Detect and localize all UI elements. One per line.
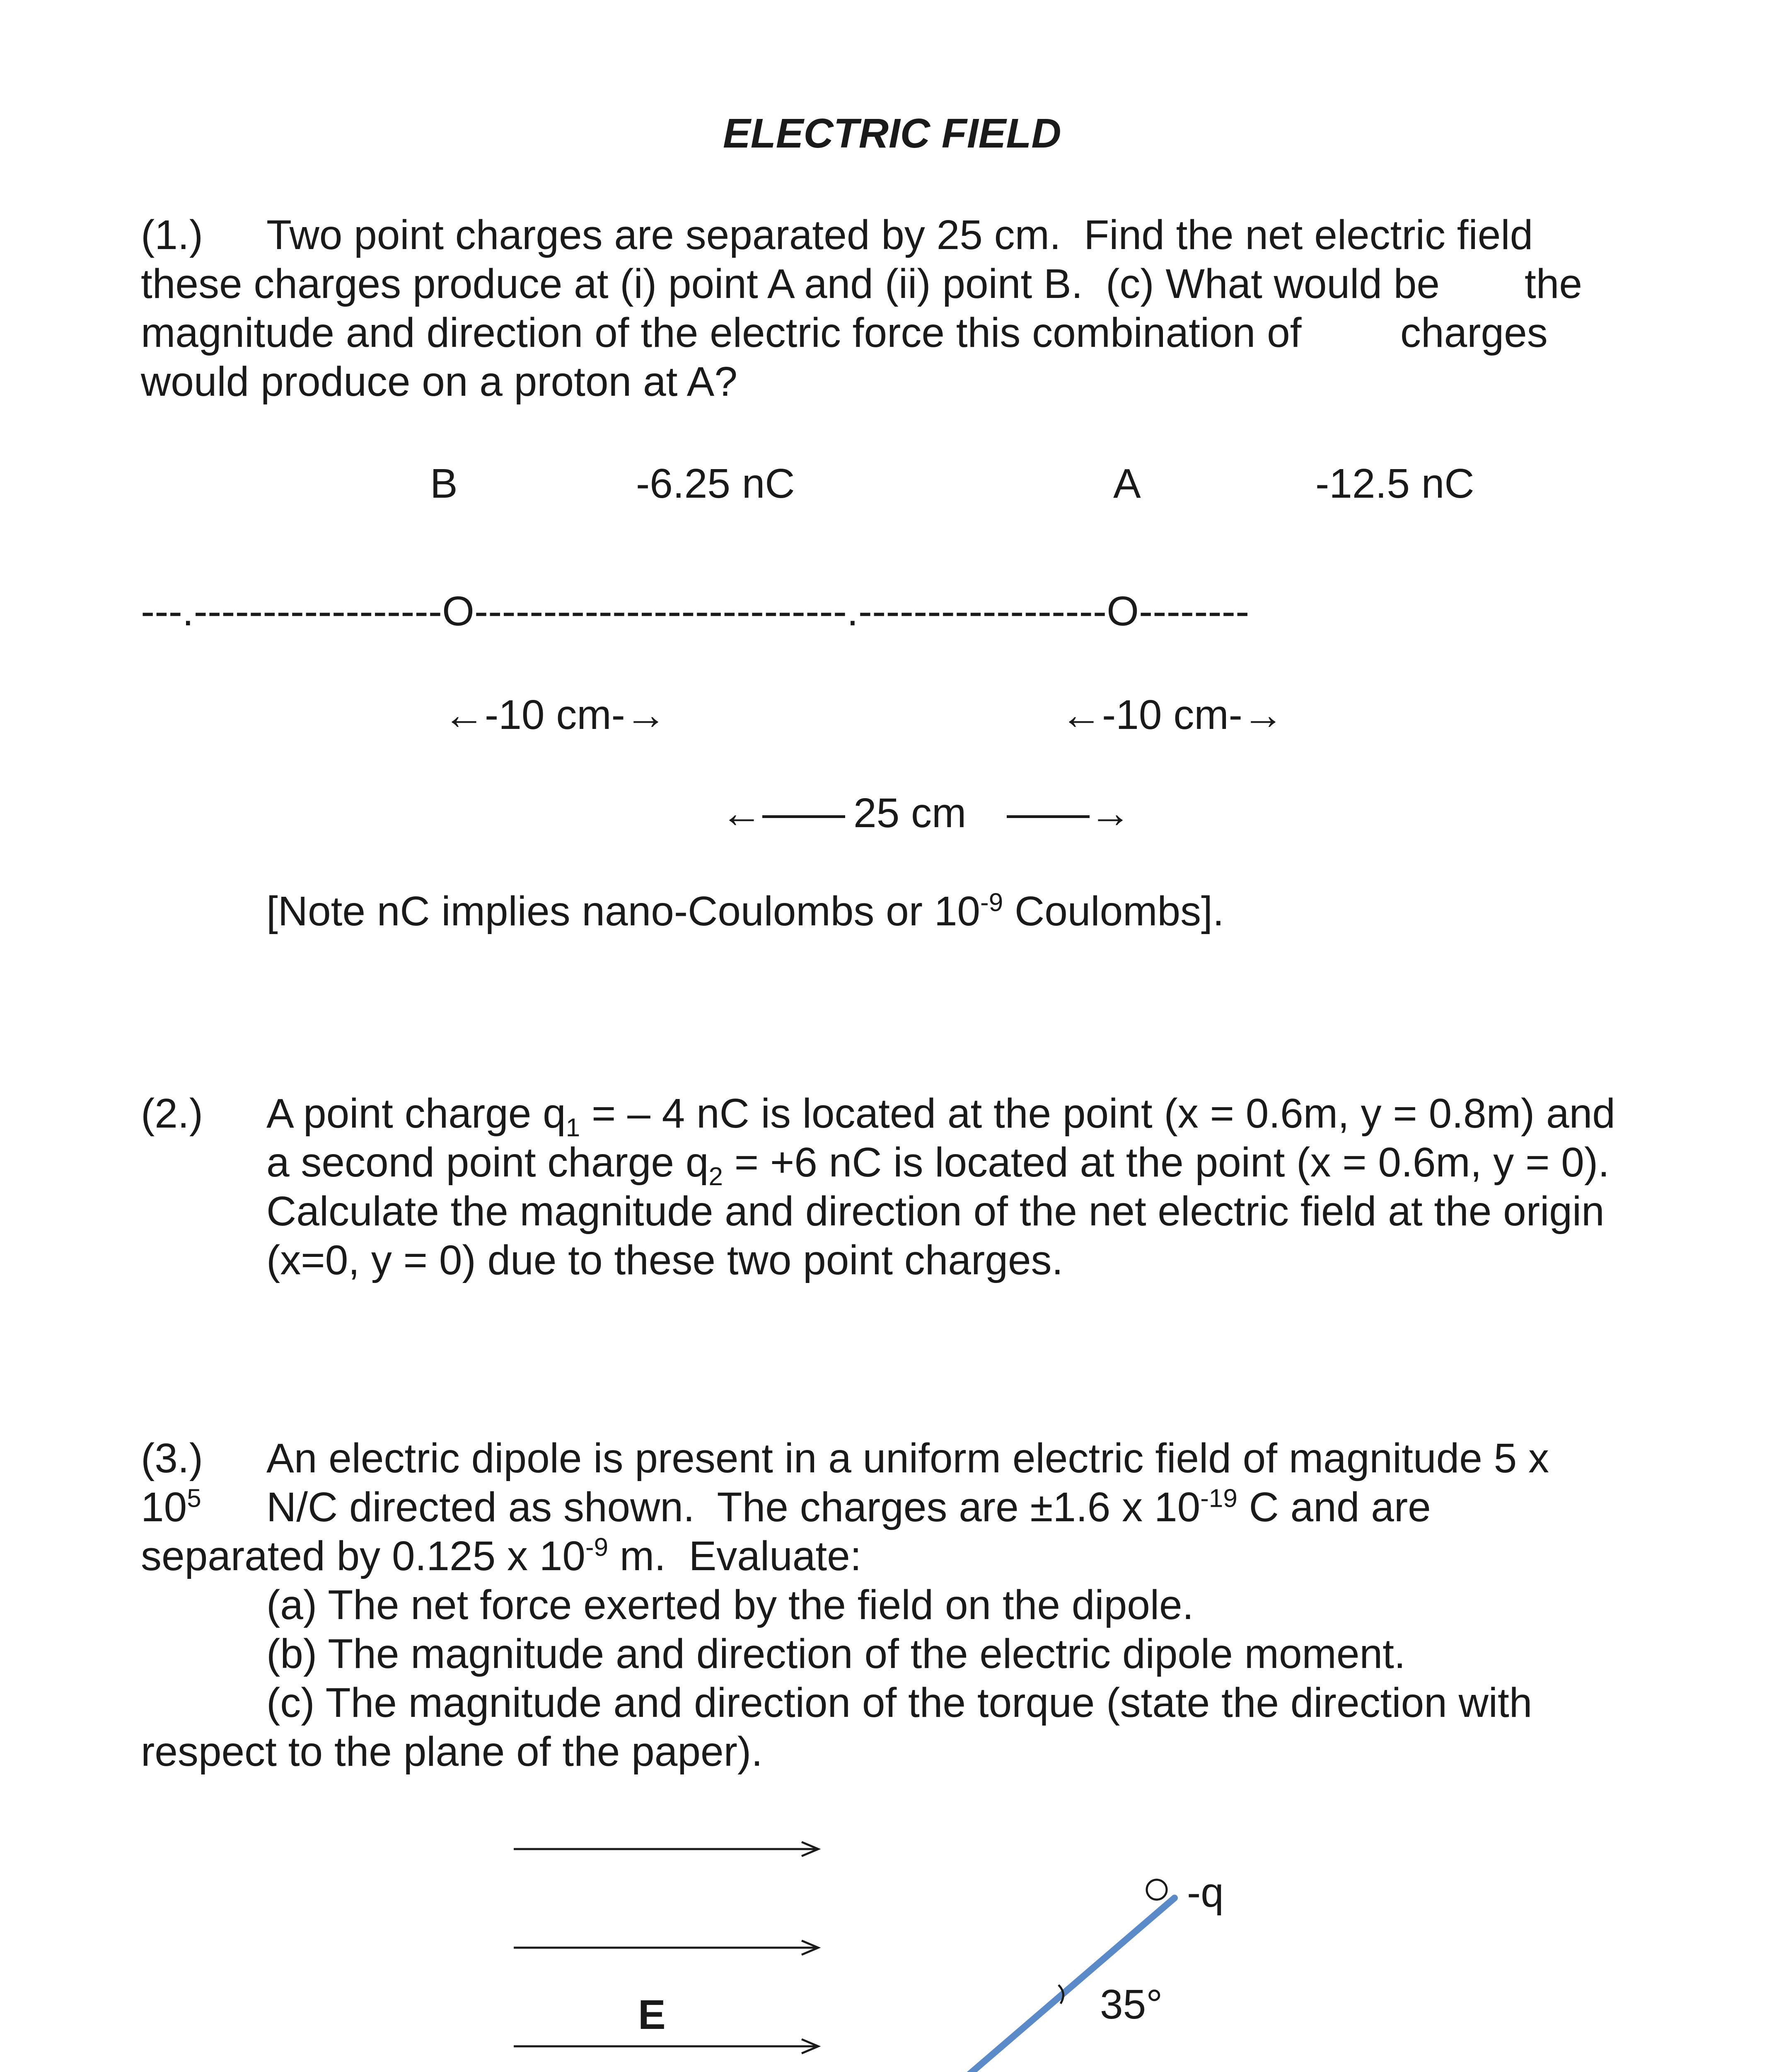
- q3-line-2-base: $10^5$: [141, 1484, 201, 1530]
- q1-line-1: Two point charges are separated by 25 cm. Find the net electric field: [266, 212, 1533, 258]
- negative-charge-circle: [1147, 1880, 1167, 1900]
- q3-line-3: separated by 0.125 x $10^{-9}$ m. Evaluate:: [141, 1533, 862, 1579]
- label-point-b: B: [430, 460, 458, 507]
- q3-item-b: (b) The magnitude and direction of the electric dipole moment.: [266, 1631, 1406, 1677]
- arrow-left-total: ←——: [721, 790, 845, 836]
- label-point-a: A: [1113, 460, 1141, 507]
- q3-line-1: An electric dipole is present in a uniform electric field of magnitude 5 x: [266, 1435, 1549, 1481]
- q1-line-3-end: charges: [1400, 310, 1548, 356]
- distance-label-2: ←-10 cm-→: [1061, 692, 1284, 738]
- q3-item-c: (c) The magnitude and direction of the torque (state the direction with: [266, 1680, 1532, 1726]
- distance-label-1: ←-10 cm-→: [443, 692, 667, 738]
- arrow-right-total: ——→: [1007, 790, 1131, 836]
- q1-line-2: these charges produce at (i) point A and (ii) point B. (c) What would be: [141, 261, 1440, 307]
- q2-line-2: a second point charge $q_2 = +6$ nC is located at the point (x = 0.6m, y = 0).: [266, 1139, 1610, 1191]
- q1-line-2-end: the: [1525, 261, 1583, 307]
- page-title: ELECTRIC FIELD: [723, 110, 1061, 157]
- note-text: [Note nC implies nano-Coulombs or $10^{-9}$ Coulombs].: [266, 888, 1224, 934]
- q2-line-1: A point charge $q_1$ = – 4 nC is located at the point (x = 0.6m, y = 0.8m) and: [266, 1090, 1615, 1142]
- q3-line-last: respect to the plane of the paper).: [141, 1728, 763, 1775]
- q2-line-3: Calculate the magnitude and direction of the net electric field at the origin: [266, 1188, 1605, 1234]
- q2-number: (2.): [141, 1090, 203, 1137]
- angle-label: 35°: [1100, 1981, 1163, 2028]
- distance-total: 25 cm: [853, 790, 967, 836]
- q2-line-4: (x=0, y = 0) due to these two point charges.: [266, 1237, 1063, 1283]
- q1-line-4: would produce on a proton at A?: [141, 358, 737, 405]
- q3-number: (3.): [141, 1435, 203, 1481]
- q3-item-a: (a) The net force exerted by the field on the dipole.: [266, 1582, 1194, 1628]
- charge-axis-line: ---.------------------O---------------------------.------------------O--------: [141, 588, 1250, 634]
- q3-line-2: N/C directed as shown. The charges are ±1.6 x $10^{-19}$ C and are: [266, 1484, 1431, 1530]
- label-charge-2: -12.5 nC: [1315, 460, 1474, 507]
- q1-line-3: magnitude and direction of the electric force this combination of: [141, 310, 1302, 356]
- negative-charge-label: -q: [1187, 1869, 1224, 1916]
- q1-number: (1.): [141, 212, 203, 258]
- label-charge-1: -6.25 nC: [636, 460, 795, 507]
- field-label-e: E: [638, 1992, 666, 2038]
